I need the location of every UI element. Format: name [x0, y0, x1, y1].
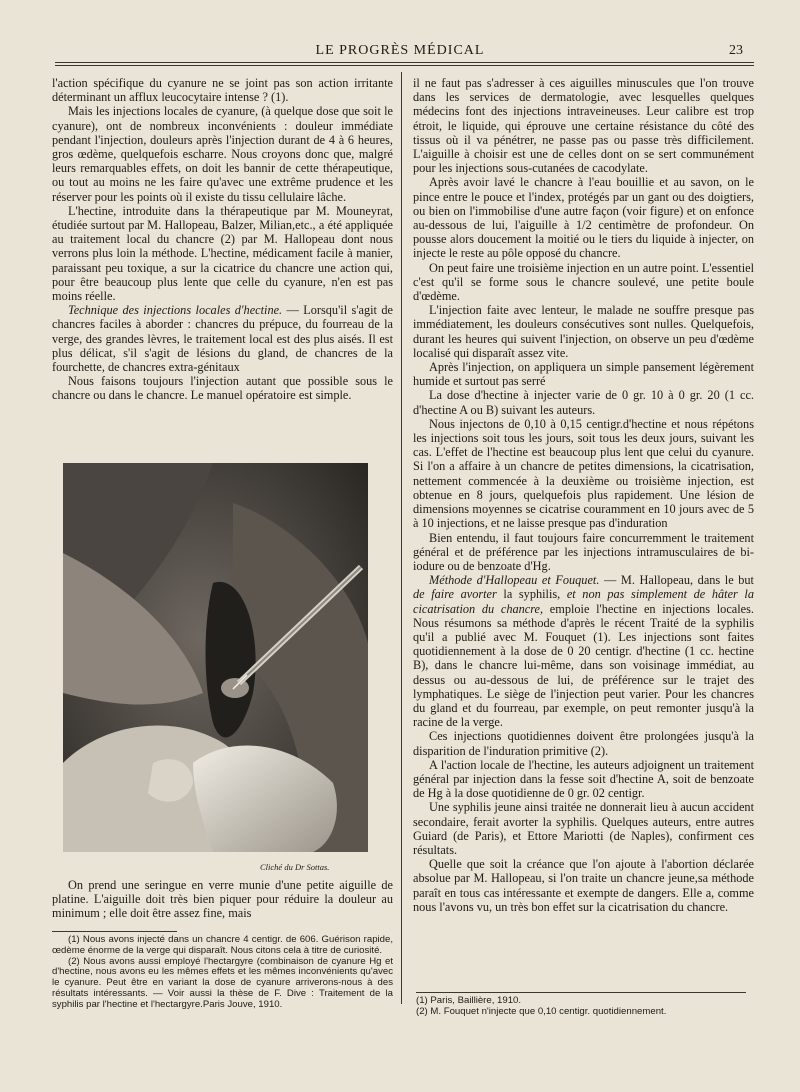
page-number: 23	[729, 43, 743, 58]
section-text: — M. Hallopeau, dans le but	[599, 573, 754, 588]
paragraph: Nous injectons de 0,10 à 0,15 centigr.d'hectine et nous répétons les injections soit tous les jours, soit tous les deux jours, suivant les cas. L'effet de l'hectine est beaucoup plus lent que celui du cyanure. Si l'on a affaire à un chancre de petites dimensions, la cicatrisation, nettement commencée à la deuxième ou troisième injection, est obtenue en 8 jours, quelquefois plus rapidement. Une lésion de dimensions moyennes se cicatrise couramment en 10 jours avec de 5 à 10 injections, et ne laisse presque pas d'induration	[413, 416, 754, 531]
paragraph: On peut faire une troisième injection en un autre point. L'essentiel c'est qu'il se forme sous le chancre soulevé, une petite boule d'œdème.	[413, 260, 754, 304]
paragraph: Après avoir lavé le chancre à l'eau bouillie et au savon, on le pince entre le pouce et l'index, protégés par un gant ou des doigtiers, ou bien on l'immobilise d'une autre façon (voir figure) et on enfonce au-dessous de lui, l'aiguille à 1/2 centimètre de profondeur. On pousse alors doucement la moitié ou le tiers du liquide à injecter, on injecte le reste au pôle opposé du chancre.	[413, 175, 754, 261]
running-header: LE PROGRÈS MÉDICAL	[315, 43, 485, 58]
footnote: (2) Nous avons aussi employé l'hectargyre (combinaison de cyanure Hg et d'hectine, nous avons eu les mêmes effets et les mêmes inconvénients qu'avec le cyanure. Peut être en variant la dose de cyanure arriverons-nous à des résultats intéressants. — Voir aussi la thèse de F. Dive : Traitement de la syphilis par l'hectine et l'hectargyre.Paris Jouve, 1910.	[52, 955, 393, 1010]
footnote: (1) Nous avons injecté dans un chancre 4 centigr. de 606. Guérison rapide, œdème énorme de la verge qui disparaît. Nous citons cela à titre de curiosité.	[52, 934, 393, 956]
header-rule	[55, 65, 754, 66]
paragraph: l'action spécifique du cyanure ne se joint pas son action irritante déterminant un afflux leucocytaire intense ? (1).	[52, 76, 393, 105]
paragraph: Après l'injection, on appliquera un simple pansement légèrement humide et surtout pas serré	[413, 360, 754, 389]
paragraph: il ne faut pas s'adresser à ces aiguilles minuscules que l'on trouve dans les services de dermatologie, avec lesquelles quelques médecins font des injections intraveineuses. Leur calibre est trop étroit, le liquide, qui éprouve une certaine résistance du côté des tissus où il va pénétrer, ne passe pas ou passe très difficilement. L'aiguille à choisir est une de celles dont on se sert communément pour les injections sous-cutanées de cacodylate.	[413, 76, 754, 176]
figure-caption: Cliché du Dr Sottas.	[260, 862, 330, 872]
paragraph: L'injection faite avec lenteur, le malade ne souffre presque pas immédiatement, les douleurs consécutives sont nulles. Quelquefois, durant les heures qui suivent l'injection, on observe un peu d'œdème localisé qui disparaît assez vite.	[413, 303, 754, 360]
header-rule	[55, 62, 754, 63]
footnote-rule	[416, 992, 746, 993]
section-title: Technique des injections locales d'hectine.	[68, 303, 283, 318]
paragraph: Quelle que soit la créance que l'on ajoute à l'abortion déclarée absolue par M. Hallopeau, si l'on traite un chancre jeune,sa méthode paraît en tous cas intéressante et exempte de dangers. Elle a, comme nous l'avons vu, un très bon effet sur la cicatrisation du chancre.	[413, 857, 754, 914]
section-text: emploie l'hectine en injections locales. Nous résumons sa méthode d'après le récent Traité de la syphilis qu'il a publié avec M. Fouquet (1). Les injections sont faites quotidiennement à la dose de 0 20 centigr. d'hectine (1 cc. hectine B), dans le chancre lui-même, dans son voisinage immédiat, au dessus ou au-dessous de lui, de préférence sur le trajet des lymphatiques. Le siège de l'injection peut varier. Pour les chancres du gland et du fourreau, par exemple, on peut remonter jusqu'à la racine de la verge.	[413, 601, 754, 730]
section-title: Méthode d'Hallopeau et Fouquet.	[429, 573, 600, 588]
paragraph: Une syphilis jeune ainsi traitée ne donnerait lieu à aucun accident secondaire, ferait avorter la syphilis. Quelques auteurs, entre autres Guiard (de Paris), et Ettore Mariotti (de Naples), confirment ces résultats.	[413, 800, 754, 857]
column-divider	[401, 72, 402, 1004]
section-text: — Lorsqu'il s'agit de chancres faciles à aborder : chancres du prépuce, du fourreau de la verge, des grandes lèvres, le traitement local est des plus aisés. Il est plus délicat, s'il s'agit de lésions du gland, de chancres de la fourchette, de chancres extra-génitaux	[52, 303, 393, 375]
left-column-top	[52, 76, 393, 403]
footnote: (1) Paris, Baillière, 1910.	[416, 995, 522, 1006]
footnote: (2) M. Fouquet n'injecte que 0,10 centigr. quotidiennement.	[416, 1005, 667, 1017]
emphasis: et non pas simplement de hâter la cicatrisation du chancre,	[413, 587, 754, 616]
paragraph-methode	[413, 573, 754, 729]
emphasis: de faire avorter	[413, 587, 497, 602]
right-column	[413, 76, 754, 914]
paragraph: L'hectine, introduite dans la thérapeutique par M. Mouneyrat, étudiée surtout par M. Hallopeau, Balzer, Milian,etc., a été appliquée au traitement local du chancre (2) par M. Hallopeau dont nous verrons plus loin la méthode. L'hectine, médicament facile à manier, paraissant peu toxique, a sur la cicatrice du chancre une action qui, pour être beaucoup plus lente que celle du cyanure, n'en est pas moins réelle.	[52, 203, 393, 304]
paragraph: Bien entendu, il faut toujours faire concurremment le traitement général et de préférence par les injections intramusculaires de bi-iodure ou de benzoate d'Hg.	[413, 530, 754, 573]
paragraph: Ces injections quotidiennes doivent être prolongées jusqu'à la disparition de l'induration primitive (2).	[413, 729, 754, 758]
paragraph: A l'action locale de l'hectine, les auteurs adjoignent un traitement général par injection dans la fesse soit d'hectine A, soit de benzoate de Hg à la dose quotidienne de 0 gr. 02 centigr.	[413, 757, 754, 801]
left-column-bottom	[52, 878, 393, 921]
paragraph: La dose d'hectine à injecter varie de 0 gr. 10 à 0 gr. 20 (1 cc. d'hectine A ou B) suivant les auteurs.	[413, 388, 754, 417]
left-footnotes	[52, 935, 393, 1011]
paragraph-technique	[52, 303, 393, 374]
injection-photo-illustration	[63, 463, 368, 852]
paragraph: Mais les injections locales de cyanure, (à quelque dose que soit le cyanure), ont de nombreux inconvénients : douleur immédiate pendant l'injection, douleurs après l'injection durant de 4 à 6 heures, gros œdème, quelquefois escharre. Nous croyons donc que, malgré leurs remarquables effets, on doit les bannir de cette thérapeutique, ou tout au moins ne les faire qu'avec une extrême prudence et les réserver pour les points où il existe du tissu cellulaire lâche.	[52, 104, 393, 204]
section-text: la syphilis,	[496, 587, 567, 602]
paragraph: Nous faisons toujours l'injection autant que possible sous le chancre ou dans le chancre. Le manuel opératoire est simple.	[52, 374, 393, 403]
clinical-photograph	[63, 463, 368, 852]
paragraph: On prend une seringue en verre munie d'une petite aiguille de platine. L'aiguille doit très bien piquer pour réduire la douleur au minimum ; elle doit être assez fine, mais	[52, 878, 393, 921]
footnote-rule	[52, 931, 177, 932]
right-footnotes	[416, 996, 754, 1018]
